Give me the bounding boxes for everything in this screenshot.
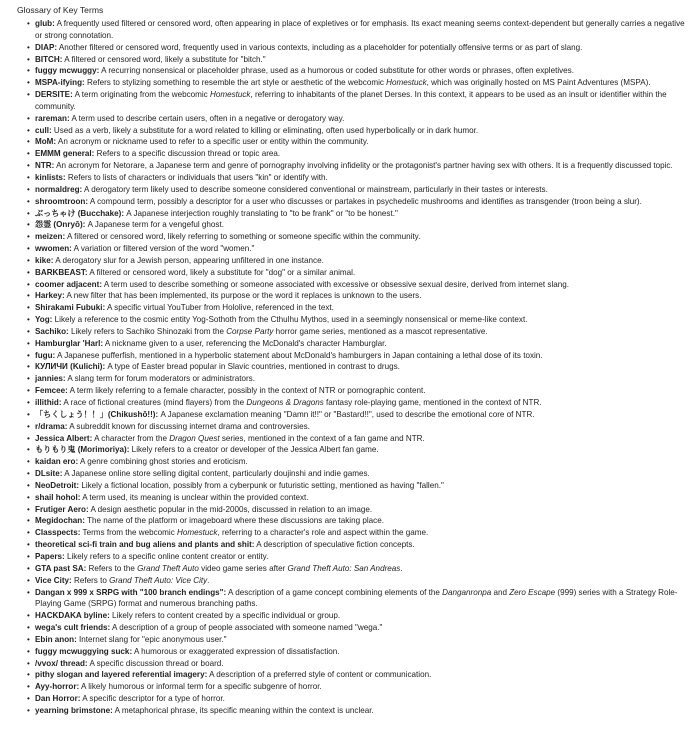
glossary-term: NeoDetroit: bbox=[35, 480, 80, 490]
glossary-item bbox=[29, 125, 690, 137]
glossary-term: NTR: bbox=[35, 161, 55, 171]
glossary-term: КУЛИЧИ (Kulichi): bbox=[35, 362, 106, 372]
glossary-item bbox=[29, 208, 690, 220]
glossary-term: pithy slogan and layered referential imagery: bbox=[35, 670, 208, 680]
glossary-item bbox=[29, 456, 690, 468]
glossary-definition: horror game series, mentioned as a mascot representative. bbox=[273, 326, 488, 336]
glossary-item bbox=[29, 421, 690, 433]
glossary-item bbox=[29, 634, 690, 646]
glossary-term: theoretical sci-fi train and bug aliens and plants and shit: bbox=[35, 540, 255, 550]
glossary-definition: Likely a fictional location, possibly from a cyberpunk or futuristic setting, mentioned as having "fallen." bbox=[79, 480, 444, 490]
glossary-term: EMMM general: bbox=[35, 149, 95, 159]
glossary-definition: A variation or filtered version of the word "women." bbox=[71, 244, 255, 254]
glossary-definition: A term used to describe something or someone associated with excessive or obsessive sexual desire, derived from internet slang. bbox=[102, 279, 570, 289]
glossary-item bbox=[29, 504, 690, 516]
glossary-definition: A derogatory term likely used to describe someone considered conventional or mainstream, particularly in their tastes or interests. bbox=[82, 184, 548, 194]
glossary-term: r/drama: bbox=[35, 421, 68, 431]
glossary-definition: A description of speculative fiction concepts. bbox=[254, 540, 415, 550]
glossary-item bbox=[29, 575, 690, 587]
glossary-definition: and bbox=[491, 587, 510, 597]
glossary-definition: Likely refers to a creator or developer of the Jessica Albert fan game. bbox=[129, 445, 379, 455]
glossary-item bbox=[29, 551, 690, 563]
glossary-item bbox=[29, 527, 690, 539]
glossary-term: shroomtroon: bbox=[35, 196, 89, 206]
glossary-definition: A description of a preferred style of content or communication. bbox=[207, 670, 432, 680]
glossary-definition: series, mentioned in the context of a fan game and NTR. bbox=[219, 433, 425, 443]
glossary-item bbox=[29, 444, 690, 456]
glossary-item bbox=[29, 314, 690, 326]
glossary-term: normaldreg: bbox=[35, 184, 83, 194]
glossary-definition: A description of a group of people associated with someone named "wega." bbox=[110, 623, 383, 633]
glossary-term: rareman: bbox=[35, 113, 70, 123]
glossary-term: kaidan ero: bbox=[35, 457, 79, 467]
glossary-definition: A derogatory slur for a Jewish person, appearing unfiltered in one instance. bbox=[53, 255, 324, 265]
glossary-term: BITCH: bbox=[35, 54, 63, 64]
glossary-item bbox=[29, 480, 690, 492]
glossary-item bbox=[29, 231, 690, 243]
glossary-term: coomer adjacent: bbox=[35, 279, 103, 289]
glossary-list bbox=[17, 18, 690, 717]
glossary-term: shail hohol: bbox=[35, 492, 81, 502]
glossary-term: Harkey: bbox=[35, 291, 65, 301]
glossary-item bbox=[29, 492, 690, 504]
glossary-definition: A term used, its meaning is unclear within the provided context. bbox=[80, 492, 309, 502]
glossary-definition: Another filtered or censored word, frequently used in various contexts, including as a placeholder for potentially offensive terms or as part of slang. bbox=[57, 42, 583, 52]
glossary-definition: A likely humorous or informal term for a specific subgenre of horror. bbox=[79, 682, 322, 692]
glossary-item bbox=[29, 77, 690, 89]
glossary-definition: A term likely referring to a female character, possibly in the context of NTR or pornographic content. bbox=[67, 386, 426, 396]
glossary-term: yearning brimstone: bbox=[35, 705, 113, 715]
glossary-title-reference: Grand Theft Auto bbox=[137, 563, 199, 573]
glossary-title-reference: Homestuck bbox=[386, 78, 427, 88]
glossary-definition: A humorous or exaggerated expression of dissatisfaction. bbox=[132, 646, 340, 656]
glossary-term: Papers: bbox=[35, 551, 65, 561]
glossary-item bbox=[29, 669, 690, 681]
glossary-item bbox=[29, 681, 690, 693]
glossary-title-reference: Grand Theft Auto: Vice City bbox=[109, 575, 208, 585]
glossary-item bbox=[29, 196, 690, 208]
glossary-item bbox=[29, 705, 690, 717]
glossary-item bbox=[29, 54, 690, 66]
glossary-definition: Refers to lists of characters or individuals that users "kin" or identify with. bbox=[65, 172, 328, 182]
glossary-item bbox=[29, 468, 690, 480]
glossary-title-reference: Homestuck bbox=[209, 90, 251, 100]
glossary-term: wega's cult friends: bbox=[35, 623, 111, 633]
glossary-definition: The name of the platform or imageboard where these discussions are taking place. bbox=[84, 516, 384, 526]
glossary-item bbox=[29, 172, 690, 184]
glossary-definition: (999) series with a Strategy Role-Playing Game (SRPG) format and numerous branching paths. bbox=[35, 587, 678, 609]
glossary-title: Glossary of Key Terms bbox=[17, 5, 104, 15]
glossary-definition: A Japanese term for a vengeful ghost. bbox=[85, 220, 224, 230]
glossary-definition: Refers to stylizing something to resemble the art style or aesthetic of the webcomic bbox=[84, 78, 387, 88]
glossary-definition: A term originating from the webcomic bbox=[72, 90, 210, 100]
glossary-term: fuggy mcwuggying suck: bbox=[35, 646, 133, 656]
glossary-definition: A Japanese online store selling digital content, particularly doujinshi and indie games. bbox=[62, 469, 370, 479]
glossary-definition: A Japanese pufferfish, mentioned in a hyperbolic statement about McDonald's hamburgers in Japan containing a lethal dose of its toxin. bbox=[55, 350, 543, 360]
glossary-term: Jessica Albert: bbox=[35, 433, 93, 443]
glossary-definition: A subreddit known for discussing internet drama and controversies. bbox=[67, 421, 310, 431]
glossary-term: Femcee: bbox=[35, 386, 68, 396]
glossary-title-reference: Corpse Party bbox=[226, 326, 274, 336]
glossary-term: 怨霊 (Onryō): bbox=[35, 220, 86, 230]
glossary-definition: Used as a verb, likely a substitute for a word related to killing or eliminating, often used hyperbolically or in dark humor. bbox=[51, 125, 479, 135]
glossary-definition: A metaphorical phrase, its specific meaning within the context is unclear. bbox=[112, 705, 374, 715]
glossary-title-reference: Dragon Quest bbox=[169, 433, 220, 443]
glossary-definition: Refers to the bbox=[86, 563, 138, 573]
glossary-definition: Refers to bbox=[71, 575, 110, 585]
glossary-term: GTA past SA: bbox=[35, 563, 87, 573]
glossary-definition: Likely refers to a specific online content creator or entity. bbox=[64, 551, 269, 561]
glossary-term: 「ちくしょう！！」(Chikushō!!): bbox=[35, 409, 159, 419]
glossary-definition: , referring to inhabitants of the planet Derses. In this context, it appears to be used as an insult or identifier within the community. bbox=[35, 90, 667, 111]
glossary-term: Vice City: bbox=[35, 575, 72, 585]
glossary-item bbox=[29, 587, 690, 611]
glossary-term: glub: bbox=[35, 19, 55, 28]
glossary-term: kike: bbox=[35, 255, 54, 265]
glossary-definition: A nickname given to a user, referencing the McDonald's character Hamburglar. bbox=[103, 338, 387, 348]
glossary-title-reference: Danganronpa bbox=[442, 587, 492, 597]
glossary-definition: Likely refers to Sachiko Shinozaki from the bbox=[68, 326, 227, 336]
glossary-term: /vvox/ thread: bbox=[35, 658, 88, 668]
glossary-item bbox=[29, 89, 690, 113]
glossary-definition: An acronym for Netorare, a Japanese term and genre of pornography involving infidelity or the protagonist's partner having sex with others. It is a frequently discussed topic. bbox=[54, 161, 673, 171]
glossary-definition: A specific discussion thread or board. bbox=[87, 658, 224, 668]
glossary-item bbox=[29, 610, 690, 622]
glossary-definition: A specific virtual YouTuber from Hololive, referenced in the text. bbox=[105, 303, 334, 313]
glossary-definition: fantasy role-playing game, mentioned in the context of NTR. bbox=[323, 398, 542, 407]
glossary-term: Dangan x 999 x SRPG with "100 branch endings": bbox=[35, 587, 227, 597]
glossary-term: MoM: bbox=[35, 137, 57, 147]
glossary-item bbox=[29, 693, 690, 705]
glossary-item bbox=[29, 539, 690, 551]
glossary-term: Hamburglar 'Harl: bbox=[35, 338, 104, 348]
glossary-title-reference: Grand Theft Auto: San Andreas bbox=[287, 563, 401, 573]
glossary-item bbox=[29, 373, 690, 385]
glossary-definition: Refers to a specific discussion thread or topic area. bbox=[94, 149, 281, 159]
glossary-item bbox=[29, 302, 690, 314]
glossary-definition: A Japanese exclamation meaning "Damn it!!" or "Bastard!!", used to describe the emotional core of NTR. bbox=[158, 409, 535, 419]
glossary-definition: A new filter that has been implemented, its purpose or the word it replaces is unknown to the users. bbox=[64, 291, 422, 301]
glossary-title-reference: Homestuck bbox=[177, 528, 218, 538]
glossary-definition: A design aesthetic popular in the mid-2000s, discussed in relation to an image. bbox=[88, 504, 373, 514]
glossary-definition: A slang term for forum moderators or administrators. bbox=[65, 374, 255, 384]
glossary-definition: A specific descriptor for a type of horror. bbox=[80, 694, 225, 704]
glossary-term: HACKDAKA byline: bbox=[35, 611, 110, 621]
glossary-item bbox=[29, 113, 690, 125]
glossary-term: Ayy-horror: bbox=[35, 682, 80, 692]
glossary-item bbox=[29, 563, 690, 575]
glossary-item bbox=[29, 267, 690, 279]
glossary-item bbox=[29, 515, 690, 527]
glossary-term: Ebin anon: bbox=[35, 634, 77, 644]
glossary-term: Megidochan: bbox=[35, 516, 85, 526]
glossary-item bbox=[29, 65, 690, 77]
glossary-item bbox=[29, 361, 690, 373]
glossary-term: Classpects: bbox=[35, 528, 81, 538]
glossary-term: meizen: bbox=[35, 232, 66, 242]
glossary-item bbox=[29, 646, 690, 658]
glossary-definition: A compound term, possibly a descriptor for a user who discusses or partakes in psychedelic mushrooms and identifies as transgender (troon being a slur). bbox=[88, 196, 642, 206]
glossary-item bbox=[29, 350, 690, 362]
glossary-item bbox=[29, 184, 690, 196]
glossary-term: jannies: bbox=[35, 374, 66, 384]
glossary-definition: Likely refers to content created by a specific individual or group. bbox=[109, 611, 341, 621]
glossary-term: wwomen: bbox=[35, 244, 72, 254]
glossary-definition: . bbox=[207, 575, 210, 585]
glossary-item bbox=[29, 658, 690, 670]
glossary-item bbox=[29, 409, 690, 421]
glossary-definition: A filtered or censored word, likely a substitute for "dog" or a similar animal. bbox=[87, 267, 356, 277]
glossary-term: illithid: bbox=[35, 398, 62, 407]
glossary-term: DLsite: bbox=[35, 469, 63, 479]
glossary-definition: A frequently used filtered or censored word, often appearing in place of expletives or for emphasis. Its exact meaning seems context-dependent but generally carries a negative or strong connotation. bbox=[35, 19, 685, 40]
glossary-term: DIAP: bbox=[35, 42, 58, 52]
glossary-item bbox=[29, 243, 690, 255]
glossary-term: kinlists: bbox=[35, 172, 66, 182]
glossary-term: fuggy mcwuggy: bbox=[35, 66, 100, 76]
glossary-definition: A type of Easter bread popular in Slavic countries, mentioned in contrast to drugs. bbox=[105, 362, 400, 372]
glossary-item bbox=[29, 219, 690, 231]
glossary-term: MSPA-ifying: bbox=[35, 78, 85, 88]
glossary-item bbox=[29, 255, 690, 267]
glossary-item bbox=[29, 622, 690, 634]
glossary-title-reference: Zero Escape bbox=[509, 587, 556, 597]
glossary-definition: An acronym or nickname used to refer to a specific user or entity within the community. bbox=[56, 137, 369, 147]
glossary-definition: . bbox=[400, 563, 403, 573]
glossary-definition: A description of a game concept combining elements of the bbox=[226, 587, 443, 597]
glossary-item bbox=[29, 433, 690, 445]
glossary-definition: Internet slang for "epic anonymous user." bbox=[76, 634, 227, 644]
glossary-title-reference: Dungeons & Dragons bbox=[246, 398, 324, 407]
glossary-term: Dan Horror: bbox=[35, 694, 81, 704]
glossary-item bbox=[29, 148, 690, 160]
glossary-item bbox=[29, 326, 690, 338]
glossary-definition: Likely a reference to the cosmic entity Yog-Sothoth from the Cthulhu Mythos, used in a seemingly nonsensical or meme-like context. bbox=[52, 315, 528, 325]
glossary-item bbox=[29, 160, 690, 172]
glossary-item bbox=[29, 18, 690, 42]
glossary-item bbox=[29, 279, 690, 291]
glossary-term: Frutiger Aero: bbox=[35, 504, 89, 514]
glossary-definition: video game series after bbox=[198, 563, 288, 573]
glossary-definition: A term used to describe certain users, often in a negative or derogatory way. bbox=[69, 113, 345, 123]
glossary-term: BARKBEAST: bbox=[35, 267, 88, 277]
glossary-term: Shirakami Fubuki: bbox=[35, 303, 106, 313]
glossary-definition: A recurring nonsensical or placeholder phrase, used as a humorous or coded substitute for other words or phrases, often expletives. bbox=[99, 66, 574, 76]
glossary-term: DERSITE: bbox=[35, 90, 73, 100]
glossary-definition: , referring to a character's role and aspect within the game. bbox=[217, 528, 429, 538]
glossary-term: cull: bbox=[35, 125, 52, 135]
glossary-item bbox=[29, 338, 690, 350]
glossary-term: ぶっちゃけ (Bucchake): bbox=[35, 208, 125, 218]
glossary-term: Sachiko: bbox=[35, 326, 69, 336]
glossary-definition: A filtered or censored word, likely referring to something or someone specific within the community. bbox=[65, 232, 421, 242]
glossary-definition: A genre combining ghost stories and eroticism. bbox=[78, 457, 248, 467]
glossary-definition: , which was originally hosted on MS Paint Adventures (MSPA). bbox=[426, 78, 651, 88]
glossary-item bbox=[29, 397, 690, 409]
glossary-item bbox=[29, 42, 690, 54]
glossary-definition: A character from the bbox=[92, 433, 170, 443]
glossary-definition: A race of fictional creatures (mind flayers) from the bbox=[61, 398, 247, 407]
glossary-item bbox=[29, 290, 690, 302]
glossary-term: fugu: bbox=[35, 350, 56, 360]
glossary-definition: A Japanese interjection roughly translating to "to be frank" or "to be honest." bbox=[124, 208, 398, 218]
glossary-definition: A filtered or censored word, likely a substitute for "bitch." bbox=[62, 54, 266, 64]
glossary-term: もりもり鬼 (Morimoriya): bbox=[35, 445, 130, 455]
glossary-term: Yog: bbox=[35, 315, 53, 325]
glossary-item bbox=[29, 385, 690, 397]
glossary-definition: Terms from the webcomic bbox=[80, 528, 177, 538]
glossary-item bbox=[29, 136, 690, 148]
